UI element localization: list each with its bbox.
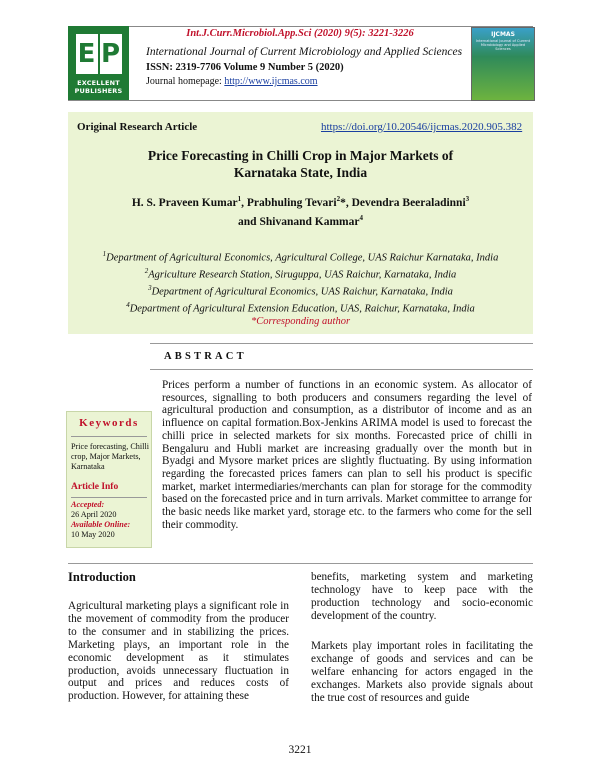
article-info-heading: Article Info: [71, 482, 119, 492]
article-type: Original Research Article: [77, 121, 198, 133]
corresponding-author: *Corresponding author: [250, 316, 351, 327]
keywords-heading: Keywords: [79, 417, 139, 429]
affiliations: [68, 248, 533, 329]
cover-title: IJCMAS: [491, 31, 515, 38]
intro-column-2-para-2: Markets play important roles in facilitating the exchange of goods and services and can be welfare enhancing for actors engaged in the exchanges. Markets also provide signals about the true cost of resources and guide: [311, 640, 533, 704]
affiliation-3: $^3$Department of Agricultural Economics, UAS Raichur, Karnataka, India: [148, 284, 453, 298]
author-4: Shivanand Kammar: [259, 215, 360, 228]
publisher-logo: [68, 26, 129, 100]
abstract-text: Prices perform a number of functions in an economic system. As allocator of resources, signalling to both producers and consumers regarding the level of agricultural production and consumption, as a distributor of income and as an influence on capital formation.Box-Jenkins ARIMA model is used to forecast the chilli price in selected markets for six months. Forecasted price of chilli in Bengaluru and Hubli market are increasing gradually over the month but in Byadgi and Mysore market prices are slightly fluctuating. By using information regarding the forecasted prices famers can plan to sell his product is specific market, market intermediaries/merchants can plan for storage for the commodity based on the forecasted price and in turn arrivals. Market committee to arrange for the basic needs like market yard, storage etc. to the farmers who come for the sell their commodity.: [162, 379, 532, 531]
author-3: Devendra Beeraladinni: [351, 196, 466, 209]
logo-text: EXCELLENT PUBLISHERS: [74, 79, 123, 95]
journal-title: International Journal of Current Microbiology and Applied Sciences: [146, 46, 463, 58]
abstract-heading: ABSTRACT: [164, 351, 247, 362]
article-title: Price Forecasting in Chilli Crop in Major Markets of Karnataka State, India: [147, 148, 454, 180]
logo-letter-e: E: [76, 34, 98, 74]
doi-link[interactable]: https://doi.org/10.20546/ijcmas.2020.905.382: [321, 121, 523, 133]
cover-subtitle: International Journal of Current Microbiology and Applied Sciences: [475, 39, 531, 51]
divider: [71, 497, 147, 498]
affiliation-2: $^2$Agriculture Research Station, Siruguppa, UAS Raichur, Karnataka, India: [144, 267, 457, 281]
author-1: H. S. Praveen Kumar: [131, 196, 238, 209]
journal-homepage: Journal homepage: http://www.ijcmas.com: [146, 76, 318, 87]
divider: [150, 369, 533, 370]
running-head: Int.J.Curr.Microbiol.App.Sci (2020) 9(5): 3221-3226: [186, 28, 414, 39]
divider: [150, 343, 533, 344]
page-number: 3221: [288, 744, 312, 756]
homepage-link[interactable]: http://www.ijcmas.com: [224, 76, 318, 87]
affiliation-1: $^1$Department of Agricultural Economics, Agricultural College, UAS Raichur Karnataka, India: [102, 250, 499, 264]
divider: [71, 436, 147, 437]
logo-letter-p: P: [100, 34, 122, 74]
affiliation-4: $^4$Department of Agricultural Extension Education, UAS, Raichur, Karnataka, India: [126, 301, 475, 315]
intro-column-2-para-1: benefits, marketing system and marketing technology have to keep pace with the production technology and socio-economic development of the country.: [311, 571, 533, 622]
author-list: H. S. Praveen Kumar$^1$, Prabhuling Tevari$^2$*, Devendra Beeraladinni$^3$ and Shivanand Kammar$^4$: [131, 195, 470, 228]
article-info-text: Accepted: 26 April 2020 Available Online: 10 May 2020: [71, 500, 131, 539]
keywords-text: Price forecasting, Chilli crop, Major Markets, Karnataka: [71, 442, 149, 471]
intro-column-1: Agricultural marketing plays a significant role in the movement of commodity from the producer to the consumer and in stabilizing the prices. Marketing plays, an important role in the economic development as it stimulates production, avoids unnecessary fluctuation in output and prices and reduces costs of production. However, for attaining these: [68, 600, 289, 703]
author-2: Prabhuling Tevari: [246, 196, 337, 209]
keywords-box: [66, 411, 152, 548]
journal-cover-image: [471, 27, 535, 101]
introduction-heading: Introduction: [68, 570, 136, 584]
journal-issn: ISSN: 2319-7706 Volume 9 Number 5 (2020): [146, 62, 344, 73]
divider: [68, 563, 533, 564]
doi: [321, 121, 522, 133]
